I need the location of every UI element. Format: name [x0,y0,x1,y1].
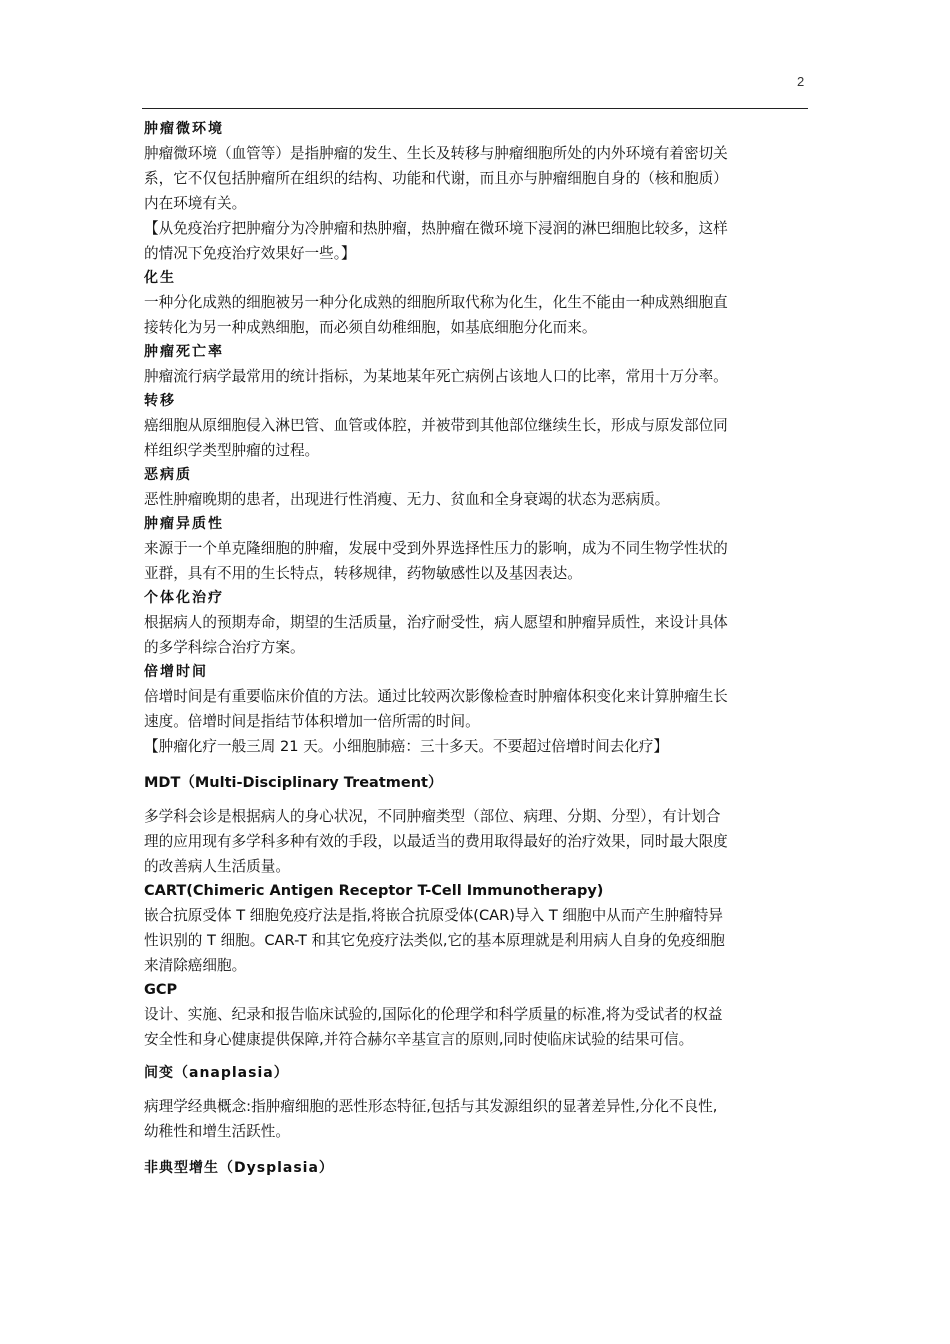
paragraph-line: 肿瘤流行病学最常用的统计指标，为某地某年死亡病例占该地人口的比率，常用十万分率。 [144,368,728,385]
paragraph-line: 理的应用现有多学科多种有效的手段，以最适当的费用取得最好的治疗效果，同时最大限度 [144,833,728,850]
paragraph-line: 性识别的 T 细胞。CAR-T 和其它免疫疗法类似,它的基本原理就是利用病人自身的免疫细胞 [144,932,725,949]
spacer [144,1085,808,1094]
paragraph-line: 肿瘤微环境（血管等）是指肿瘤的发生、生长及转移与肿瘤细胞所处的内外环境有着密切关 [144,145,728,162]
paragraph-line: 来清除癌细胞。 [144,957,247,974]
paragraph-line: 的情况下免疫治疗效果好一些。】 [144,245,356,262]
term-heading: CART(Chimeric Antigen Receptor T-Cell Immunotherapy) [144,883,604,899]
spacer [144,795,808,804]
paragraph-line: 系，它不仅包括肿瘤所在组织的结构、功能和代谢，而且亦与肿瘤细胞自身的（核和胞质） [144,170,728,187]
definition-paragraph [144,1094,808,1144]
paragraph-line: 癌细胞从原细胞侵入淋巴管、血管或体腔，并被带到其他部位继续生长，形成与原发部位同 [144,417,728,434]
page-number: 2 [797,74,805,89]
paragraph-line: 安全性和身心健康提供保障,并符合赫尔辛基宣言的原则,同时使临床试验的结果可信。 [144,1031,694,1048]
document-body [144,117,808,1180]
definition-paragraph [144,141,808,266]
term-heading: 化生 [144,270,176,286]
term-heading: 非典型增生（Dysplasia） [144,1160,334,1176]
term-heading: 个体化治疗 [144,590,224,606]
definition-paragraph [144,1002,808,1052]
paragraph-line: 样组织学类型肿瘤的过程。 [144,442,320,459]
paragraph-line: 的多学科综合治疗方案。 [144,639,305,656]
paragraph-line: 设计、实施、纪录和报告临床试验的,国际化的伦理学和科学质量的标准,将为受试者的权益 [144,1006,723,1023]
spacer [144,759,808,771]
definition-paragraph [144,804,808,879]
paragraph-line: 的改善病人生活质量。 [144,858,290,875]
term-heading: 间变（anaplasia） [144,1065,289,1081]
definition-paragraph [144,364,808,389]
paragraph-line: 速度。倍增时间是指结节体积增加一倍所需的时间。 [144,713,480,730]
definition-paragraph [144,413,808,463]
term-heading: 肿瘤异质性 [144,516,224,532]
paragraph-line: 来源于一个单克隆细胞的肿瘤，发展中受到外界选择性压力的影响，成为不同生物学性状的 [144,540,728,557]
paragraph-line: 幼稚性和增生活跃性。 [144,1123,290,1140]
paragraph-line: 多学科会诊是根据病人的身心状况，不同肿瘤类型（部位、病理、分期、分型），有计划合 [144,808,721,825]
paragraph-line: 内在环境有关。 [144,195,247,212]
term-heading: GCP [144,982,178,998]
paragraph-line: 亚群，具有不用的生长特点，转移规律，药物敏感性以及基因表达。 [144,565,582,582]
term-heading: 转移 [144,393,176,409]
definition-paragraph [144,290,808,340]
definition-paragraph [144,610,808,660]
term-heading: 倍增时间 [144,664,208,680]
term-heading: 肿瘤死亡率 [144,344,224,360]
paragraph-line: 【肿瘤化疗一般三周 21 天。小细胞肺癌：三十多天。不要超过倍增时间去化疗】 [144,738,669,755]
paragraph-line: 【从免疫治疗把肿瘤分为冷肿瘤和热肿瘤，热肿瘤在微环境下浸润的淋巴细胞比较多，这样 [144,220,728,237]
definition-paragraph [144,903,808,978]
paragraph-line: 病理学经典概念:指肿瘤细胞的恶性形态特征,包括与其发源组织的显著差异性,分化不良性, [144,1098,718,1115]
paragraph-line: 倍增时间是有重要临床价值的方法。通过比较两次影像检查时肿瘤体积变化来计算肿瘤生长 [144,688,728,705]
term-heading: 肿瘤微环境 [144,121,224,137]
spacer [144,1144,808,1156]
definition-paragraph [144,684,808,759]
definition-paragraph [144,487,808,512]
term-heading: 恶病质 [144,467,192,483]
spacer [144,1052,808,1061]
paragraph-line: 恶性肿瘤晚期的患者，出现进行性消瘦、无力、贫血和全身衰竭的状态为恶病质。 [144,491,670,508]
paragraph-line: 接转化为另一种成熟细胞，而必须自幼稚细胞，如基底细胞分化而来。 [144,319,597,336]
definition-paragraph [144,536,808,586]
paragraph-line: 一种分化成熟的细胞被另一种分化成熟的细胞所取代称为化生，化生不能由一种成熟细胞直 [144,294,728,311]
paragraph-line: 嵌合抗原受体 T 细胞免疫疗法是指,将嵌合抗原受体(CAR)导入 T 细胞中从而产生肿瘤特异 [144,907,723,924]
header-rule [142,108,808,109]
paragraph-line: 根据病人的预期寿命，期望的生活质量，治疗耐受性，病人愿望和肿瘤异质性，来设计具体 [144,614,728,631]
term-heading: MDT（Multi-Disciplinary Treatment） [144,775,443,791]
